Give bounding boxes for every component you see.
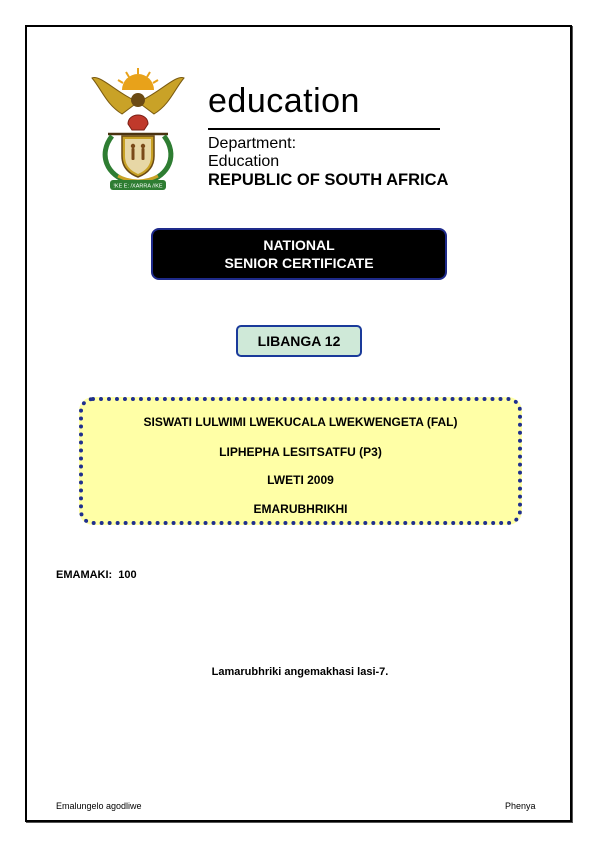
subject-title: SISWATI LULWIMI LWEKUCALA LWEKWENGETA (FAL) [143,415,458,429]
department-label: Department: [208,135,297,152]
department-header [66,52,461,210]
brand-underline [208,128,440,130]
exam-title-box [79,397,522,525]
page-count-note: Lamarubhriki angemakhasi lasi-7. [211,666,389,678]
certificate-line-2: SENIOR CERTIFICATE [224,255,374,271]
exam-session: LWETI 2009 [267,473,334,487]
copyright-footer: Emalungelo agodliwe [56,801,142,811]
certificate-banner [151,228,447,280]
department-name: Education [208,153,280,170]
brand-wordmark: education [208,82,360,120]
svg-text:!KE E: /XARRA //KE: !KE E: /XARRA //KE [113,183,163,190]
document-type: EMARUBHRIKHI [253,502,348,516]
turn-over-footer: Phenya [505,801,536,811]
paper-title: LIPHEPHA LESITSATFU (P3) [219,445,382,459]
marks-label: EMAMAKI: [56,569,113,581]
marks-line [56,569,137,581]
marks-value: 100 [118,569,137,581]
certificate-line-1: NATIONAL [263,237,335,253]
south-africa-coat-of-arms-icon [88,64,188,194]
grade-badge: LIBANGA 12 [236,325,362,357]
country-name: REPUBLIC OF SOUTH AFRICA [208,171,449,189]
